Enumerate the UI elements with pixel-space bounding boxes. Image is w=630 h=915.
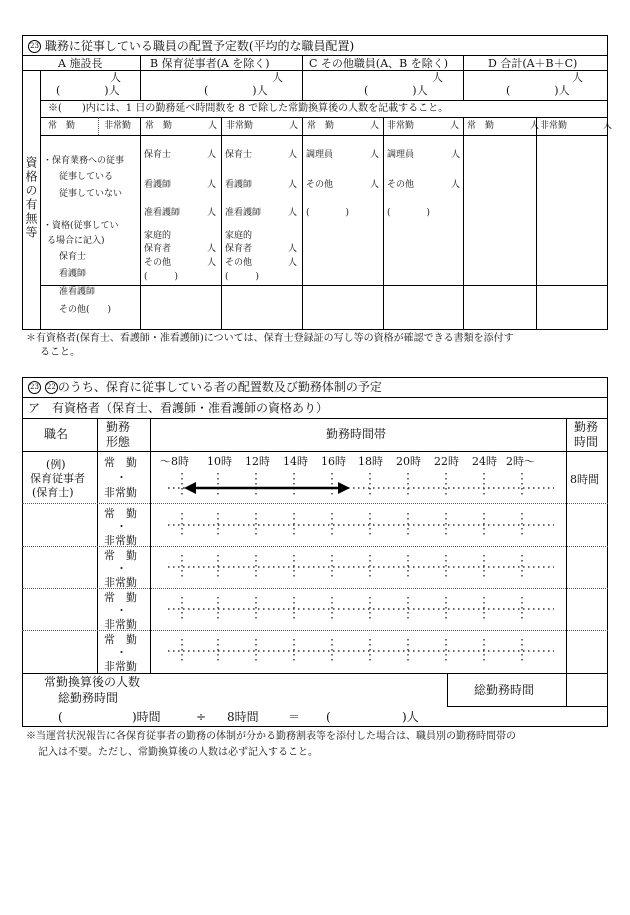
example-shift-arrow — [184, 482, 350, 494]
row3-dot: ・ — [116, 604, 127, 617]
b-jokin-kangoshi: 看護師 — [144, 180, 172, 190]
section-ref: 22 — [45, 381, 58, 394]
c-hijokin-header: 非常勤 人 — [387, 121, 460, 131]
col-hours-2: 時間 — [574, 435, 599, 449]
b-jokin-hoikushi-unit: 人 — [207, 150, 217, 160]
b-jokin-katei1: 家庭的 — [144, 231, 172, 241]
section-23-footnote-line1: ＊有資格者(保育士、看護師・准看護師)については、保育士登録証の写し等の資格が確認できる書類を添付す — [26, 333, 514, 344]
section-23-title — [28, 40, 354, 53]
c-jokin-other: その他 — [306, 180, 334, 190]
time-9: 2時〜 — [506, 455, 535, 468]
c-hijokin-other: その他 — [387, 180, 415, 190]
b-jokin-junkangoshi-unit: 人 — [207, 208, 217, 218]
d-person-unit: 人 — [572, 71, 583, 84]
b-hijokin-header: 非常勤 人 — [226, 121, 299, 131]
section-title-text: のうち、保育に従事している者の配置数及び勤務体制の予定 — [57, 380, 382, 394]
formula-open-2: ( — [326, 710, 331, 724]
left-list-8: その他( ) — [59, 305, 112, 315]
row0-jokin: 常 勤 — [104, 456, 137, 469]
b-jokin-other: その他 — [144, 258, 172, 268]
col-hours-1: 勤務 — [574, 420, 599, 434]
col-form-1: 勤務 — [106, 420, 131, 434]
row2-dot: ・ — [116, 562, 127, 575]
c-hijokin-paren[interactable]: ( ) — [387, 208, 431, 218]
row0-hijokin: 非常勤 — [104, 486, 137, 499]
time-8: 24時 — [472, 455, 497, 468]
b-hijokin-katei2: 保育者 — [225, 244, 253, 254]
b-hijokin-junkangoshi-unit: 人 — [288, 208, 298, 218]
left-list-6: 看護師 — [59, 269, 87, 279]
row1-jokin: 常 勤 — [104, 507, 137, 520]
left-list-4: る場合に記入) — [47, 236, 105, 246]
b-jokin-other-unit: 人 — [207, 258, 217, 268]
b-jokin-katei-unit: 人 — [207, 244, 217, 254]
time-7: 22時 — [434, 455, 459, 468]
time-6: 20時 — [396, 455, 421, 468]
b-hijokin-katei1: 家庭的 — [225, 231, 253, 241]
row2-jokin: 常 勤 — [104, 549, 137, 562]
b-hijokin-junkangoshi: 准看護師 — [225, 208, 262, 218]
left-list-3: ・資格(従事してい — [43, 221, 119, 231]
row3-hijokin: 非常勤 — [104, 618, 137, 631]
c-jokin-chori: 調理員 — [306, 150, 334, 160]
row4-hijokin: 非常勤 — [104, 660, 137, 673]
c-hijokin-other-unit: 人 — [451, 180, 461, 190]
b-hijokin-kangoshi-unit: 人 — [288, 180, 298, 190]
b-hijokin-kangoshi: 看護師 — [225, 180, 253, 190]
time-1: 10時 — [207, 455, 232, 468]
conversion-label-1: 常勤換算後の人数 — [44, 675, 141, 689]
row0-dot: ・ — [116, 471, 127, 484]
b-jokin-header: 常 勤 人 — [145, 121, 218, 131]
b-hijokin-katei-unit: 人 — [288, 244, 298, 254]
c-hijokin-chori: 調理員 — [387, 150, 415, 160]
example-hours: 8時間 — [570, 473, 599, 486]
left-list-5: 保育士 — [59, 252, 87, 262]
section-number: 23 — [28, 381, 41, 394]
d-converted-count[interactable]: ( )人 — [506, 84, 570, 97]
b-hijokin-other: その他 — [225, 258, 253, 268]
d-jokin-header: 常 勤 人 — [467, 121, 540, 131]
c-jokin-header: 常 勤 人 — [307, 121, 380, 131]
col-form-2: 形態 — [106, 435, 131, 449]
section-number: 23 — [28, 40, 41, 53]
left-list-2: 従事していない — [59, 189, 123, 199]
a-converted-count[interactable]: ( )人 — [56, 84, 120, 97]
b-hijokin-other-unit: 人 — [288, 258, 298, 268]
schedule-grid — [150, 451, 566, 673]
total-hours-label: 総勤務時間 — [474, 683, 535, 697]
b-converted-count[interactable]: ( )人 — [204, 84, 268, 97]
section-24-title — [28, 381, 382, 394]
time-0: 〜8時 — [160, 455, 189, 468]
left-list-0: ・保育業務への従事 — [43, 156, 125, 166]
c-jokin-chori-unit: 人 — [370, 150, 380, 160]
row4-dot: ・ — [116, 646, 127, 659]
section-24-footnote-line2: 記入は不要。ただし、常勤換算後の人数は必ず記入すること。 — [38, 747, 318, 758]
formula-people-blank[interactable]: )人 — [402, 710, 419, 724]
time-3: 14時 — [283, 455, 308, 468]
c-converted-count[interactable]: ( )人 — [364, 84, 428, 97]
col-time-band: 勤務時間帯 — [326, 427, 387, 441]
c-jokin-other-unit: 人 — [370, 180, 380, 190]
b-jokin-kangoshi-unit: 人 — [207, 180, 217, 190]
conversion-label-2: 総勤務時間 — [58, 691, 119, 705]
time-5: 18時 — [358, 455, 383, 468]
a-person-unit: 人 — [110, 71, 121, 84]
c-jokin-paren[interactable]: ( ) — [306, 208, 350, 218]
formula-divide: ÷ — [196, 710, 207, 724]
example-line-1: 保育従事者 — [30, 472, 85, 485]
a-jokin-header: 常 勤 — [48, 121, 76, 131]
b-jokin-katei2: 保育者 — [144, 244, 172, 254]
c-person-unit: 人 — [432, 71, 443, 84]
time-4: 16時 — [321, 455, 346, 468]
row1-hijokin: 非常勤 — [104, 534, 137, 547]
row3-jokin: 常 勤 — [104, 591, 137, 604]
example-line-2: (保育士) — [32, 486, 74, 499]
row4-jokin: 常 勤 — [104, 633, 137, 646]
b-hijokin-hoikushi: 保育士 — [225, 150, 253, 160]
calc-note: ※( )内には、1 日の勤務延べ時間数を 8 で除した常勤換算後の人数を記載すること。 — [48, 103, 449, 114]
col-b-header: B 保育従事者(A を除く) — [150, 57, 270, 70]
b-hijokin-other-paren[interactable]: ( ) — [225, 272, 260, 282]
example-line-0: (例) — [46, 458, 66, 471]
row1-dot: ・ — [116, 520, 127, 533]
col-job-title: 職名 — [44, 427, 69, 441]
qualification-side-label: 資格の有無等 — [24, 156, 38, 240]
qualified-subtitle: ア 有資格者（保育士、看護師・准看護師の資格あり） — [28, 401, 329, 415]
section-24-footnote-line1: ※当運営状況報告に各保育従事者の勤務の体制が分かる勤務割表等を添付した場合は、職員別の勤務時間帯の — [26, 731, 516, 742]
d-hijokin-header: 非常勤 人 — [540, 121, 613, 131]
b-jokin-junkangoshi: 准看護師 — [144, 208, 181, 218]
a-hijokin-header: 非常勤 — [104, 121, 132, 131]
left-list-1: 従事している — [59, 172, 114, 182]
left-list-7: 准看護師 — [59, 287, 96, 297]
col-d-header: D 合計(A＋B＋C) — [488, 57, 578, 70]
formula-open-1: ( — [58, 710, 63, 724]
section-23-footnote-line2: ること。 — [40, 347, 80, 358]
c-hijokin-chori-unit: 人 — [451, 150, 461, 160]
b-hijokin-hoikushi-unit: 人 — [288, 150, 298, 160]
col-a-header: A 施設長 — [58, 57, 103, 70]
b-person-unit: 人 — [272, 71, 283, 84]
formula-equals: ＝ — [288, 710, 301, 724]
row2-hijokin: 非常勤 — [104, 576, 137, 589]
b-jokin-hoikushi: 保育士 — [144, 150, 172, 160]
b-jokin-other-paren[interactable]: ( ) — [144, 272, 179, 282]
col-c-header: C その他職員(A、B を除く) — [309, 57, 449, 70]
formula-eight-hours: 8時間 — [227, 710, 259, 724]
section-title-text: 職務に従事している職員の配置予定数(平均的な職員配置) — [44, 39, 355, 53]
time-2: 12時 — [245, 455, 270, 468]
formula-hours-blank[interactable]: )時間 — [132, 710, 161, 724]
